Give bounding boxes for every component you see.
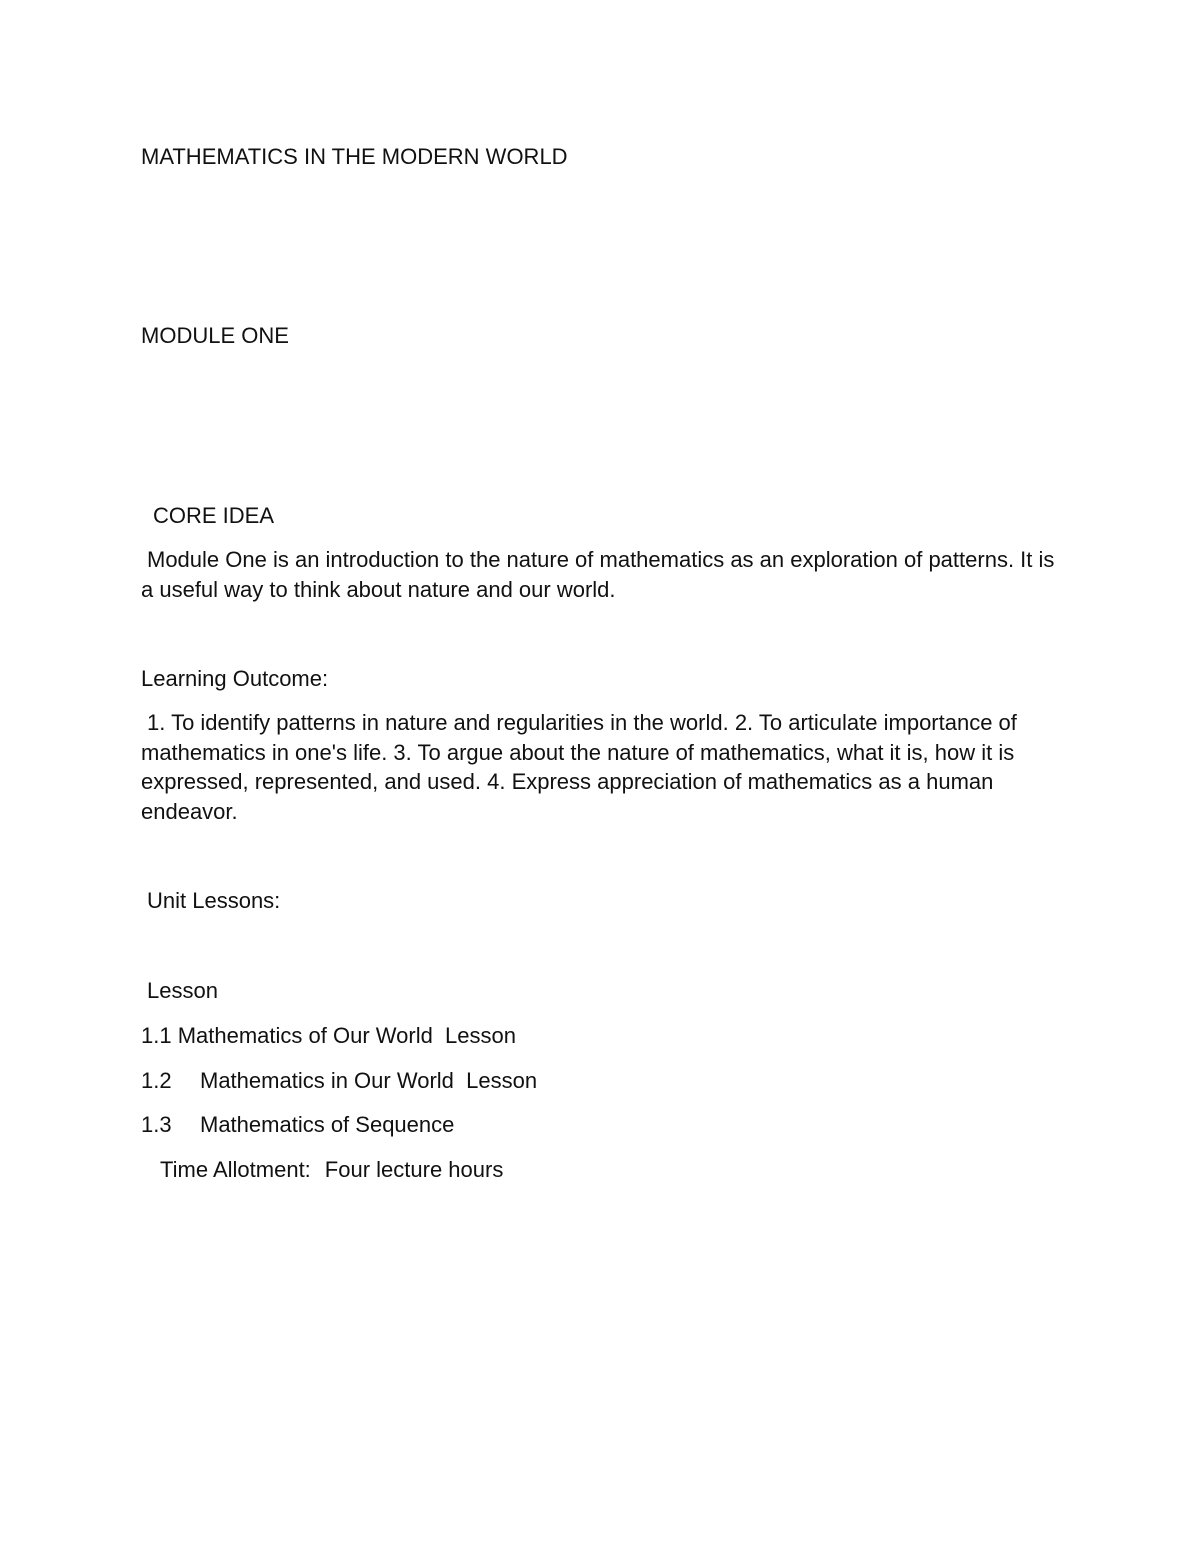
lesson-item bbox=[141, 1110, 454, 1139]
core-idea-heading: CORE IDEA bbox=[153, 503, 275, 528]
learning-outcome-text: 1. To identify patterns in nature and regularities in the world. 2. To articulate importance of mathematics in one's life. 3. To argue about the nature of mathematics, what it is, how it is expressed, represented, and used. 4. Express appreciation of mathematics as a human endeavor. bbox=[141, 710, 1017, 824]
lesson-number: 1.3 bbox=[141, 1112, 172, 1137]
time-allotment-value: Four lecture hours bbox=[324, 1157, 504, 1182]
learning-outcome-heading: Learning Outcome: bbox=[141, 666, 329, 691]
lesson-label: Lesson bbox=[147, 978, 218, 1003]
time-allotment bbox=[160, 1155, 503, 1184]
module-heading: MODULE ONE bbox=[141, 323, 289, 348]
lesson-number: 1.2 bbox=[141, 1068, 172, 1093]
core-idea-text: Module One is an introduction to the nature of mathematics as an exploration of patterns. It is a useful way to think about nature and our world. bbox=[141, 547, 1055, 602]
time-allotment-label: Time Allotment: bbox=[160, 1157, 311, 1182]
lesson-item bbox=[141, 1066, 537, 1095]
document-title: MATHEMATICS IN THE MODERN WORLD bbox=[141, 144, 568, 169]
lesson-item: 1.1 Mathematics of Our World Lesson bbox=[141, 1023, 516, 1048]
lesson-title: Mathematics in Our World Lesson bbox=[200, 1068, 538, 1093]
unit-lessons-heading: Unit Lessons: bbox=[147, 888, 281, 913]
lesson-title: Mathematics of Sequence bbox=[200, 1112, 455, 1137]
